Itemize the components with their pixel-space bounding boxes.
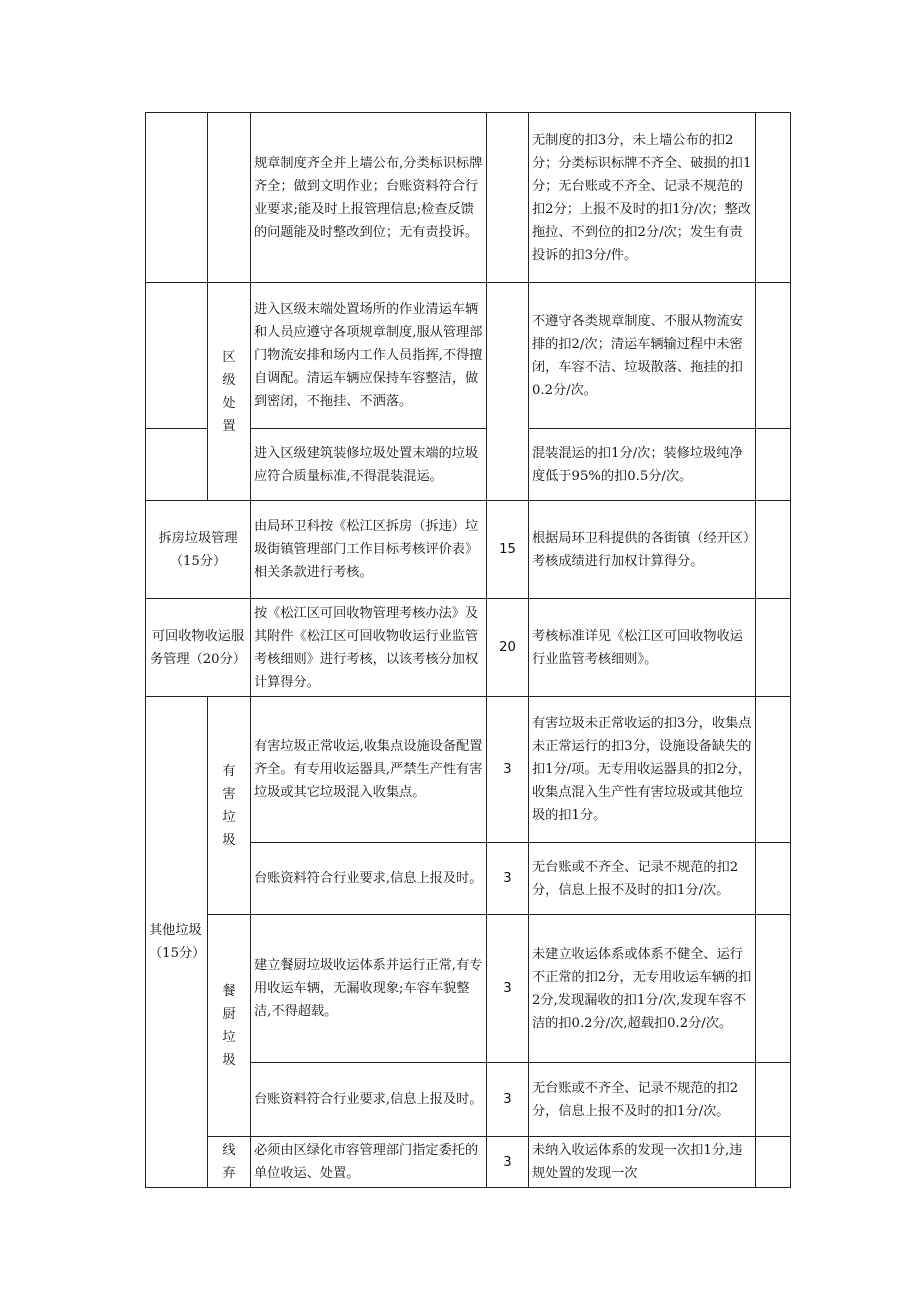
score-cell: 3	[487, 1063, 529, 1137]
standard-cell: 台账资料符合行业要求,信息上报及时。	[251, 843, 487, 915]
standard-cell: 有害垃圾正常收运,收集点设施设备配置齐全。有专用收运器具,严禁生产性有害垃圾或其它垃圾混入收集点。	[251, 697, 487, 843]
score-cell: 3	[487, 1137, 529, 1188]
standard-cell: 规章制度齐全并上墙公布,分类标识标牌齐全；做到文明作业；台账资料符合行业要求;能及时上报管理信息;检查反馈的问题能及时整改到位；无有责投诉。	[251, 113, 487, 283]
assessment-table	[145, 112, 791, 1188]
criteria-cell: 无台账或不齐全、记录不规范的扣2分，信息上报不及时的扣1分/次。	[529, 1063, 756, 1137]
table-row	[146, 697, 791, 843]
subcategory-label: 区 级 处 置	[208, 283, 251, 501]
result-cell	[756, 599, 791, 697]
category-cell: 可回收物收运服务管理（20分）	[146, 599, 251, 697]
subcategory-label: 线 弃	[208, 1137, 251, 1188]
score-cell: 3	[487, 843, 529, 915]
table-row	[146, 113, 791, 283]
category-cell	[146, 113, 208, 283]
criteria-cell: 混装混运的扣1分/次；装修垃圾纯净度低于95%的扣0.5分/次。	[529, 429, 756, 501]
table-row	[146, 283, 791, 429]
category-cell	[146, 429, 208, 501]
table-row	[146, 501, 791, 599]
subcategory-label: 餐 厨 垃 圾	[208, 915, 251, 1137]
result-cell	[756, 697, 791, 843]
criteria-cell: 考核标准详见《松江区可回收物收运行业监管考核细则》。	[529, 599, 756, 697]
category-cell	[146, 283, 208, 429]
standard-cell: 台账资料符合行业要求,信息上报及时。	[251, 1063, 487, 1137]
standard-cell: 进入区级末端处置场所的作业清运车辆和人员应遵守各项规章制度,服从管理部门物流安排和场内工作人员指挥,不得擅自调配。清运车辆应保持车容整洁，做到密闭，不拖挂、不洒落。	[251, 283, 487, 429]
criteria-cell: 无制度的扣3分，未上墙公布的扣2分；分类标识标牌不齐全、破损的扣1分；无台账或不齐全、记录不规范的扣2分；上报不及时的扣1分/次；整改拖拉、不到位的扣2分/次；发生有责投诉的扣3分/件。	[529, 113, 756, 283]
standard-cell: 必须由区绿化市容管理部门指定委托的单位收运、处置。	[251, 1137, 487, 1188]
criteria-cell: 根据局环卫科提供的各街镇（经开区）考核成绩进行加权计算得分。	[529, 501, 756, 599]
score-cell: 20	[487, 599, 529, 697]
subcategory-cell	[208, 113, 251, 283]
standard-cell: 按《松江区可回收物管理考核办法》及其附件《松江区可回收物收运行业监管考核细则》进行考核，以该考核分加权计算得分。	[251, 599, 487, 697]
category-cell: 其他垃圾（15分）	[146, 697, 208, 1188]
table-row	[146, 1137, 791, 1188]
result-cell	[756, 1063, 791, 1137]
category-cell: 拆房垃圾管理（15分）	[146, 501, 251, 599]
score-cell: 15	[487, 501, 529, 599]
table-row	[146, 599, 791, 697]
score-cell: 3	[487, 915, 529, 1063]
criteria-cell: 不遵守各类规章制度、不服从物流安排的扣2/次；清运车辆输过程中未密闭，车容不洁、垃圾散落、拖挂的扣0.2分/次。	[529, 283, 756, 429]
standard-cell: 进入区级建筑装修垃圾处置末端的垃圾应符合质量标准,不得混装混运。	[251, 429, 487, 501]
result-cell	[756, 843, 791, 915]
criteria-cell: 有害垃圾未正常收运的扣3分，收集点未正常运行的扣3分，设施设备缺失的扣1分/项。无专用收运器具的扣2分，收集点混入生产性有害垃圾或其他垃圾的扣1分。	[529, 697, 756, 843]
table-row	[146, 915, 791, 1063]
result-cell	[756, 501, 791, 599]
result-cell	[756, 1137, 791, 1188]
score-cell: 3	[487, 697, 529, 843]
standard-cell: 由局环卫科按《松江区拆房（拆违）垃圾街镇管理部门工作目标考核评价表》相关条款进行考核。	[251, 501, 487, 599]
criteria-cell: 未纳入收运体系的发现一次扣1分,违规处置的发现一次	[529, 1137, 756, 1188]
criteria-cell: 未建立收运体系或体系不健全、运行不正常的扣2分，无专用收运车辆的扣2分,发现漏收的扣1分/次,发现车容不洁的扣0.2分/次,超载扣0.2分/次。	[529, 915, 756, 1063]
result-cell	[756, 283, 791, 429]
result-cell	[756, 915, 791, 1063]
standard-cell: 建立餐厨垃圾收运体系并运行正常,有专用收运车辆，无漏收现象;车容车貌整洁,不得超载。	[251, 915, 487, 1063]
result-cell	[756, 429, 791, 501]
score-cell	[487, 283, 529, 501]
criteria-cell: 无台账或不齐全、记录不规范的扣2分，信息上报不及时的扣1分/次。	[529, 843, 756, 915]
score-cell	[487, 113, 529, 283]
subcategory-label: 有 害 垃 圾	[208, 697, 251, 915]
result-cell	[756, 113, 791, 283]
